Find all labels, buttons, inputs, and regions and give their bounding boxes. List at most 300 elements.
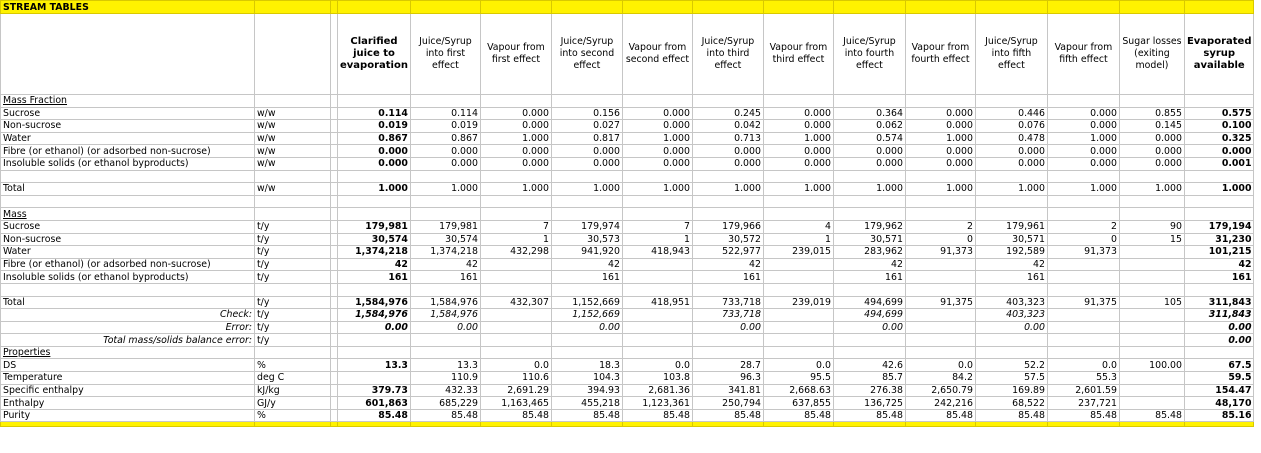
value-cell[interactable]: [1119, 283, 1184, 296]
value-cell[interactable]: 0.000: [480, 157, 551, 170]
value-cell[interactable]: [975, 334, 1047, 347]
value-cell[interactable]: [480, 334, 551, 347]
value-cell[interactable]: [480, 208, 551, 221]
value-cell[interactable]: 104.3: [551, 372, 622, 385]
unit-cell[interactable]: [255, 283, 331, 296]
value-cell[interactable]: [1047, 309, 1119, 322]
value-cell[interactable]: 0.817: [551, 132, 622, 145]
value-cell[interactable]: [905, 309, 975, 322]
value-cell[interactable]: [692, 283, 763, 296]
value-cell[interactable]: 57.5: [975, 372, 1047, 385]
value-cell[interactable]: 0.000: [1047, 107, 1119, 120]
value-cell[interactable]: 30,573: [551, 233, 622, 246]
row-label[interactable]: Total mass/solids balance error:: [1, 334, 255, 347]
value-cell[interactable]: 0.000: [763, 107, 833, 120]
value-cell[interactable]: [622, 170, 692, 183]
value-cell[interactable]: 1.000: [833, 183, 905, 196]
value-cell[interactable]: 105: [1119, 296, 1184, 309]
value-cell[interactable]: 136,725: [833, 397, 905, 410]
title-filler-cell[interactable]: [1119, 1, 1184, 14]
value-cell[interactable]: [410, 195, 480, 208]
value-cell[interactable]: [1119, 170, 1184, 183]
value-cell[interactable]: 394.93: [551, 384, 622, 397]
column-header-13[interactable]: Evaporated syrup available: [1184, 14, 1254, 95]
value-cell[interactable]: 418,943: [622, 246, 692, 259]
value-cell[interactable]: [833, 170, 905, 183]
value-cell[interactable]: 0.000: [622, 157, 692, 170]
value-cell[interactable]: 42: [833, 258, 905, 271]
value-cell[interactable]: 733,718: [692, 296, 763, 309]
value-cell[interactable]: [480, 170, 551, 183]
value-cell[interactable]: 161: [551, 271, 622, 284]
value-cell[interactable]: 42: [410, 258, 480, 271]
value-cell[interactable]: 0.00: [551, 321, 622, 334]
value-cell[interactable]: [905, 334, 975, 347]
value-cell[interactable]: 2: [1047, 220, 1119, 233]
unit-cell[interactable]: t/y: [255, 309, 331, 322]
value-cell[interactable]: [622, 309, 692, 322]
value-cell[interactable]: 0.00: [975, 321, 1047, 334]
value-cell[interactable]: 0.000: [480, 145, 551, 158]
value-cell[interactable]: 0.000: [975, 145, 1047, 158]
value-cell[interactable]: [905, 258, 975, 271]
title-filler-cell[interactable]: [833, 1, 905, 14]
value-cell[interactable]: [622, 208, 692, 221]
row-label[interactable]: Insoluble solids (or ethanol byproducts): [1, 271, 255, 284]
value-cell[interactable]: 0.156: [551, 107, 622, 120]
value-cell[interactable]: 0.00: [410, 321, 480, 334]
value-cell[interactable]: 161: [975, 271, 1047, 284]
value-cell[interactable]: [551, 95, 622, 108]
value-cell[interactable]: 85.7: [833, 372, 905, 385]
value-cell[interactable]: [480, 346, 551, 359]
value-cell[interactable]: 0.000: [763, 120, 833, 133]
value-cell[interactable]: 1.000: [763, 132, 833, 145]
value-cell[interactable]: 637,855: [763, 397, 833, 410]
row-label[interactable]: Error:: [1, 321, 255, 334]
value-cell[interactable]: [763, 321, 833, 334]
value-cell[interactable]: [975, 283, 1047, 296]
value-cell[interactable]: [1119, 271, 1184, 284]
value-cell[interactable]: 1,374,218: [338, 246, 411, 259]
value-cell[interactable]: 179,194: [1184, 220, 1254, 233]
value-cell[interactable]: 28.7: [692, 359, 763, 372]
value-cell[interactable]: 2,650.79: [905, 384, 975, 397]
value-cell[interactable]: 179,966: [692, 220, 763, 233]
value-cell[interactable]: 0.000: [905, 107, 975, 120]
value-cell[interactable]: 0.027: [551, 120, 622, 133]
value-cell[interactable]: 242,216: [905, 397, 975, 410]
value-cell[interactable]: 1.000: [905, 132, 975, 145]
row-label[interactable]: Specific enthalpy: [1, 384, 255, 397]
value-cell[interactable]: 13.3: [410, 359, 480, 372]
value-cell[interactable]: [1047, 271, 1119, 284]
value-cell[interactable]: 0.245: [692, 107, 763, 120]
value-cell[interactable]: 0.325: [1184, 132, 1254, 145]
value-cell[interactable]: 85.48: [833, 409, 905, 422]
value-cell[interactable]: 161: [833, 271, 905, 284]
value-cell[interactable]: 0.000: [1119, 132, 1184, 145]
value-cell[interactable]: 30,574: [410, 233, 480, 246]
value-cell[interactable]: 1.000: [480, 132, 551, 145]
column-header-4[interactable]: Juice/Syrup into second effect: [551, 14, 622, 95]
value-cell[interactable]: 110.6: [480, 372, 551, 385]
value-cell[interactable]: 494,699: [833, 296, 905, 309]
title-filler-cell[interactable]: [975, 1, 1047, 14]
value-cell[interactable]: [975, 195, 1047, 208]
value-cell[interactable]: 0.713: [692, 132, 763, 145]
value-cell[interactable]: 42: [1184, 258, 1254, 271]
value-cell[interactable]: 0.000: [338, 157, 411, 170]
value-cell[interactable]: 0.867: [338, 132, 411, 145]
value-cell[interactable]: [833, 208, 905, 221]
value-cell[interactable]: [692, 346, 763, 359]
value-cell[interactable]: [1184, 346, 1254, 359]
value-cell[interactable]: 1,584,976: [338, 296, 411, 309]
value-cell[interactable]: 30,574: [338, 233, 411, 246]
value-cell[interactable]: 237,721: [1047, 397, 1119, 410]
unit-cell[interactable]: kJ/kg: [255, 384, 331, 397]
value-cell[interactable]: [338, 208, 411, 221]
value-cell[interactable]: 1.000: [763, 183, 833, 196]
value-cell[interactable]: [338, 95, 411, 108]
row-label[interactable]: Non-sucrose: [1, 120, 255, 133]
value-cell[interactable]: 0.000: [410, 145, 480, 158]
value-cell[interactable]: 311,843: [1184, 309, 1254, 322]
value-cell[interactable]: 0.114: [410, 107, 480, 120]
value-cell[interactable]: 59.5: [1184, 372, 1254, 385]
value-cell[interactable]: 311,843: [1184, 296, 1254, 309]
value-cell[interactable]: [551, 170, 622, 183]
value-cell[interactable]: 1.000: [622, 183, 692, 196]
value-cell[interactable]: [833, 283, 905, 296]
value-cell[interactable]: 0.000: [975, 157, 1047, 170]
value-cell[interactable]: 0.001: [1184, 157, 1254, 170]
value-cell[interactable]: 95.5: [763, 372, 833, 385]
unit-cell[interactable]: t/y: [255, 246, 331, 259]
value-cell[interactable]: 85.48: [905, 409, 975, 422]
value-cell[interactable]: [338, 334, 411, 347]
value-cell[interactable]: 0.855: [1119, 107, 1184, 120]
value-cell[interactable]: [1119, 195, 1184, 208]
value-cell[interactable]: 2: [905, 220, 975, 233]
value-cell[interactable]: [905, 346, 975, 359]
title-filler-cell[interactable]: [622, 1, 692, 14]
value-cell[interactable]: [410, 346, 480, 359]
value-cell[interactable]: 432,298: [480, 246, 551, 259]
unit-cell[interactable]: w/w: [255, 120, 331, 133]
value-cell[interactable]: 161: [692, 271, 763, 284]
value-cell[interactable]: 100.00: [1119, 359, 1184, 372]
value-cell[interactable]: 1,584,976: [410, 309, 480, 322]
value-cell[interactable]: [692, 95, 763, 108]
value-cell[interactable]: [622, 258, 692, 271]
value-cell[interactable]: 0.574: [833, 132, 905, 145]
value-cell[interactable]: [410, 170, 480, 183]
value-cell[interactable]: 432,307: [480, 296, 551, 309]
value-cell[interactable]: 455,218: [551, 397, 622, 410]
title-filler-cell[interactable]: [905, 1, 975, 14]
value-cell[interactable]: 1.000: [338, 183, 411, 196]
value-cell[interactable]: 1.000: [692, 183, 763, 196]
value-cell[interactable]: 239,015: [763, 246, 833, 259]
value-cell[interactable]: [1047, 95, 1119, 108]
value-cell[interactable]: 169.89: [975, 384, 1047, 397]
value-cell[interactable]: 91,375: [1047, 296, 1119, 309]
value-cell[interactable]: [551, 283, 622, 296]
unit-cell[interactable]: w/w: [255, 183, 331, 196]
unit-cell[interactable]: GJ/y: [255, 397, 331, 410]
value-cell[interactable]: 1,584,976: [410, 296, 480, 309]
value-cell[interactable]: 0.000: [763, 157, 833, 170]
value-cell[interactable]: 0.000: [833, 145, 905, 158]
value-cell[interactable]: [1119, 95, 1184, 108]
value-cell[interactable]: 1.000: [1184, 183, 1254, 196]
value-cell[interactable]: 0.000: [1119, 157, 1184, 170]
unit-cell[interactable]: w/w: [255, 145, 331, 158]
row-label[interactable]: Fibre (or ethanol) (or adsorbed non-sucrose): [1, 258, 255, 271]
unit-cell[interactable]: t/y: [255, 258, 331, 271]
value-cell[interactable]: 0.000: [551, 157, 622, 170]
value-cell[interactable]: [1119, 397, 1184, 410]
value-cell[interactable]: [622, 195, 692, 208]
value-cell[interactable]: 0.000: [1184, 145, 1254, 158]
value-cell[interactable]: [833, 346, 905, 359]
section-heading[interactable]: Mass Fraction: [1, 95, 255, 108]
value-cell[interactable]: 67.5: [1184, 359, 1254, 372]
value-cell[interactable]: 7: [480, 220, 551, 233]
value-cell[interactable]: 0.00: [833, 321, 905, 334]
row-label[interactable]: Water: [1, 246, 255, 259]
value-cell[interactable]: 85.48: [410, 409, 480, 422]
value-cell[interactable]: [1184, 208, 1254, 221]
value-cell[interactable]: 0.478: [975, 132, 1047, 145]
value-cell[interactable]: 0.000: [905, 157, 975, 170]
value-cell[interactable]: [1184, 170, 1254, 183]
value-cell[interactable]: 154.47: [1184, 384, 1254, 397]
value-cell[interactable]: [1047, 170, 1119, 183]
value-cell[interactable]: 601,863: [338, 397, 411, 410]
value-cell[interactable]: 85.48: [692, 409, 763, 422]
value-cell[interactable]: [905, 208, 975, 221]
title-filler-cell[interactable]: [338, 1, 411, 14]
value-cell[interactable]: 4: [763, 220, 833, 233]
value-cell[interactable]: 31,230: [1184, 233, 1254, 246]
value-cell[interactable]: 30,572: [692, 233, 763, 246]
row-label[interactable]: Enthalpy: [1, 397, 255, 410]
column-header-8[interactable]: Juice/Syrup into fourth effect: [833, 14, 905, 95]
value-cell[interactable]: [338, 372, 411, 385]
value-cell[interactable]: [763, 258, 833, 271]
column-header-6[interactable]: Juice/Syrup into third effect: [692, 14, 763, 95]
value-cell[interactable]: [622, 95, 692, 108]
value-cell[interactable]: [1119, 346, 1184, 359]
value-cell[interactable]: [338, 346, 411, 359]
value-cell[interactable]: 0.0: [905, 359, 975, 372]
value-cell[interactable]: [480, 309, 551, 322]
value-cell[interactable]: 276.38: [833, 384, 905, 397]
value-cell[interactable]: [1047, 346, 1119, 359]
value-cell[interactable]: [692, 334, 763, 347]
value-cell[interactable]: [1119, 208, 1184, 221]
value-cell[interactable]: [1184, 195, 1254, 208]
value-cell[interactable]: 1: [480, 233, 551, 246]
header-label-cell[interactable]: [1, 14, 255, 95]
value-cell[interactable]: 685,229: [410, 397, 480, 410]
value-cell[interactable]: 68,522: [975, 397, 1047, 410]
value-cell[interactable]: [480, 271, 551, 284]
value-cell[interactable]: 96.3: [692, 372, 763, 385]
value-cell[interactable]: 1.000: [1047, 132, 1119, 145]
value-cell[interactable]: 0.0: [1047, 359, 1119, 372]
value-cell[interactable]: 91,373: [1047, 246, 1119, 259]
value-cell[interactable]: [1119, 372, 1184, 385]
row-label[interactable]: Fibre (or ethanol) (or adsorbed non-sucrose): [1, 145, 255, 158]
value-cell[interactable]: 179,961: [975, 220, 1047, 233]
value-cell[interactable]: 1.000: [480, 183, 551, 196]
column-header-12[interactable]: Sugar losses (exiting model): [1119, 14, 1184, 95]
sheet-title[interactable]: STREAM TABLES: [1, 1, 255, 14]
value-cell[interactable]: 1,584,976: [338, 309, 411, 322]
value-cell[interactable]: 52.2: [975, 359, 1047, 372]
value-cell[interactable]: 2,601.59: [1047, 384, 1119, 397]
row-label[interactable]: Purity: [1, 409, 255, 422]
value-cell[interactable]: [551, 334, 622, 347]
unit-cell[interactable]: [255, 346, 331, 359]
value-cell[interactable]: 0.042: [692, 120, 763, 133]
value-cell[interactable]: 0.000: [1047, 157, 1119, 170]
title-filler-cell[interactable]: [1047, 1, 1119, 14]
value-cell[interactable]: [338, 170, 411, 183]
column-header-2[interactable]: Juice/Syrup into first effect: [410, 14, 480, 95]
value-cell[interactable]: [975, 170, 1047, 183]
value-cell[interactable]: 1,152,669: [551, 296, 622, 309]
column-header-5[interactable]: Vapour from second effect: [622, 14, 692, 95]
value-cell[interactable]: 1,152,669: [551, 309, 622, 322]
value-cell[interactable]: [763, 208, 833, 221]
value-cell[interactable]: 85.48: [1119, 409, 1184, 422]
value-cell[interactable]: [692, 195, 763, 208]
value-cell[interactable]: [1119, 334, 1184, 347]
value-cell[interactable]: 403,323: [975, 309, 1047, 322]
unit-cell[interactable]: w/w: [255, 107, 331, 120]
value-cell[interactable]: [905, 170, 975, 183]
value-cell[interactable]: [1119, 309, 1184, 322]
value-cell[interactable]: 2,668.63: [763, 384, 833, 397]
row-label[interactable]: DS: [1, 359, 255, 372]
value-cell[interactable]: 161: [410, 271, 480, 284]
value-cell[interactable]: 0.100: [1184, 120, 1254, 133]
row-label[interactable]: Insoluble solids (or ethanol byproducts): [1, 157, 255, 170]
title-filler-cell[interactable]: [1184, 1, 1254, 14]
value-cell[interactable]: 1: [763, 233, 833, 246]
value-cell[interactable]: 1.000: [551, 183, 622, 196]
value-cell[interactable]: [692, 170, 763, 183]
value-cell[interactable]: 379.73: [338, 384, 411, 397]
value-cell[interactable]: 110.9: [410, 372, 480, 385]
value-cell[interactable]: [622, 334, 692, 347]
value-cell[interactable]: 283,962: [833, 246, 905, 259]
value-cell[interactable]: [975, 346, 1047, 359]
value-cell[interactable]: [763, 170, 833, 183]
value-cell[interactable]: 0.000: [763, 145, 833, 158]
row-label[interactable]: Temperature: [1, 372, 255, 385]
value-cell[interactable]: [622, 283, 692, 296]
value-cell[interactable]: 42.6: [833, 359, 905, 372]
value-cell[interactable]: 42: [338, 258, 411, 271]
value-cell[interactable]: 0.000: [692, 145, 763, 158]
title-filler-cell[interactable]: [410, 1, 480, 14]
value-cell[interactable]: [763, 334, 833, 347]
unit-cell[interactable]: t/y: [255, 334, 331, 347]
value-cell[interactable]: [905, 195, 975, 208]
value-cell[interactable]: 0.575: [1184, 107, 1254, 120]
value-cell[interactable]: [480, 95, 551, 108]
title-filler-cell[interactable]: [551, 1, 622, 14]
value-cell[interactable]: 55.3: [1047, 372, 1119, 385]
value-cell[interactable]: 1: [622, 233, 692, 246]
value-cell[interactable]: [763, 309, 833, 322]
unit-cell[interactable]: t/y: [255, 296, 331, 309]
value-cell[interactable]: 0.000: [905, 120, 975, 133]
value-cell[interactable]: 91,375: [905, 296, 975, 309]
unit-cell[interactable]: deg C: [255, 372, 331, 385]
value-cell[interactable]: [905, 95, 975, 108]
unit-cell[interactable]: [255, 195, 331, 208]
column-header-7[interactable]: Vapour from third effect: [763, 14, 833, 95]
column-header-11[interactable]: Vapour from fifth effect: [1047, 14, 1119, 95]
value-cell[interactable]: 0.019: [410, 120, 480, 133]
value-cell[interactable]: 91,373: [905, 246, 975, 259]
value-cell[interactable]: [1047, 334, 1119, 347]
value-cell[interactable]: [622, 271, 692, 284]
column-header-3[interactable]: Vapour from first effect: [480, 14, 551, 95]
unit-cell[interactable]: w/w: [255, 157, 331, 170]
value-cell[interactable]: 0.076: [975, 120, 1047, 133]
value-cell[interactable]: 0.114: [338, 107, 411, 120]
value-cell[interactable]: 0.000: [1119, 145, 1184, 158]
value-cell[interactable]: 0.145: [1119, 120, 1184, 133]
value-cell[interactable]: [410, 95, 480, 108]
value-cell[interactable]: 1.000: [905, 183, 975, 196]
value-cell[interactable]: 42: [692, 258, 763, 271]
value-cell[interactable]: 1.000: [410, 183, 480, 196]
value-cell[interactable]: [692, 208, 763, 221]
value-cell[interactable]: 13.3: [338, 359, 411, 372]
value-cell[interactable]: 0.000: [692, 157, 763, 170]
value-cell[interactable]: 85.48: [480, 409, 551, 422]
row-label[interactable]: [1, 195, 255, 208]
value-cell[interactable]: 42: [975, 258, 1047, 271]
value-cell[interactable]: 0.0: [763, 359, 833, 372]
value-cell[interactable]: 432.33: [410, 384, 480, 397]
value-cell[interactable]: [622, 321, 692, 334]
value-cell[interactable]: [622, 346, 692, 359]
value-cell[interactable]: 0.000: [833, 157, 905, 170]
row-label[interactable]: Sucrose: [1, 107, 255, 120]
unit-cell[interactable]: t/y: [255, 321, 331, 334]
unit-cell[interactable]: t/y: [255, 271, 331, 284]
unit-cell[interactable]: w/w: [255, 132, 331, 145]
value-cell[interactable]: 85.48: [551, 409, 622, 422]
value-cell[interactable]: [1184, 95, 1254, 108]
value-cell[interactable]: 0.000: [622, 145, 692, 158]
value-cell[interactable]: 0.00: [1184, 321, 1254, 334]
value-cell[interactable]: [1047, 283, 1119, 296]
value-cell[interactable]: 0.000: [410, 157, 480, 170]
value-cell[interactable]: 0.446: [975, 107, 1047, 120]
value-cell[interactable]: 941,920: [551, 246, 622, 259]
